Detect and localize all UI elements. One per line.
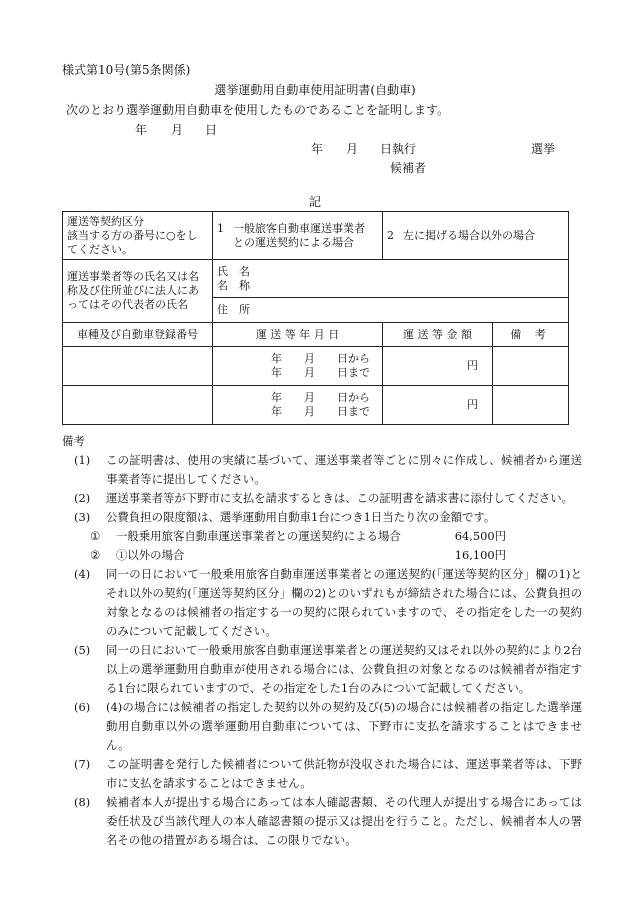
vehicle-cell[interactable]: [63, 347, 213, 386]
election-label: 選挙: [531, 142, 556, 156]
contract-option-1[interactable]: [213, 212, 383, 260]
date-cell[interactable]: [213, 347, 383, 386]
table-row: [63, 386, 569, 425]
date-month: 月: [171, 123, 184, 137]
option-2-number: 2: [387, 228, 394, 242]
operator-header: 運送事業者等の氏名又は名称及び住所並びに法人にあってはその代表者の氏名: [63, 260, 213, 323]
exec-day: 日執行: [380, 142, 417, 156]
certificate-table: [62, 211, 569, 425]
column-header-row: [63, 323, 569, 347]
note-item: (7) この証明書を発行した候補者について供託物が没収された場合には、運送事業者等は、下野市に支払を請求することはできません。: [74, 757, 582, 790]
note-item: (8) 候補者本人が提出する場合にあっては本人確認書類、その代理人が提出する場合にあっては委任状及び当該代理人の本人確認書類の提示又は提出を行うこと。ただし、候補者本人の署名その他の措置がある場合は、この限りでない。: [74, 795, 582, 847]
remarks-cell[interactable]: [493, 347, 569, 386]
amount-cell[interactable]: [383, 347, 493, 386]
contract-option-2[interactable]: [383, 212, 569, 260]
table-row: [63, 347, 569, 386]
operator-name-field[interactable]: 氏 名 名 称: [213, 260, 569, 298]
exec-month: 月: [346, 142, 359, 156]
col-date-header: 運 送 等 年 月 日: [213, 323, 383, 347]
note-item: (1) この証明書は、使用の実績に基づいて、運送事業者等ごとに別々に作成し、候補者から運送事業者等に提出してください。: [74, 453, 582, 486]
col-amount-header: 運 送 等 金 額: [383, 323, 493, 347]
date-from: 年 月 日から: [271, 391, 370, 404]
col-remarks-header: 備 考: [493, 323, 569, 347]
candidate-label: 候補者: [390, 161, 427, 175]
date-year: 年: [135, 123, 148, 137]
date-to: 年 月 日まで: [271, 405, 370, 418]
option-1-text: 一般旅客自動車運送事業者 との運送契約による場合: [233, 221, 365, 249]
note-item: (2) 運送事業者等が下野市に支払を請求するときは、この証明書を請求書に添付してください。: [74, 491, 574, 505]
exec-year: 年: [311, 142, 324, 156]
yen-unit: 円: [467, 398, 478, 411]
date-cell[interactable]: [213, 386, 383, 425]
operator-name-row: [63, 260, 569, 298]
date-to: 年 月 日まで: [271, 366, 370, 379]
remarks-cell[interactable]: [493, 386, 569, 425]
ki-label: 記: [309, 195, 322, 209]
note-item: (3) 公費負担の限度額は、選挙運動用自動車1台につき1日当たり次の金額です。: [74, 510, 496, 524]
amount-cell[interactable]: [383, 386, 493, 425]
notes-section: [62, 432, 582, 850]
form-number: 様式第10号(第5条関係): [62, 63, 191, 77]
contract-row: [63, 212, 569, 260]
note-item: (5) 同一の日において一般乗用旅客自動車運送事業者との運送契約又はそれ以外の契約により2台以上の選挙運動用自動車が使用される場合には、公費負担の対象となるのは候補者が指定する1台に限られていますので、その指定をした1台のみについて記載してください。: [74, 643, 582, 695]
limit-row-2: ② ①以外の場合 16,100円: [90, 548, 506, 562]
col-vehicle-header: 車種及び自動車登録番号: [63, 323, 213, 347]
note-item: (6) (4)の場合には候補者の指定した契約以外の契約及び(5)の場合には候補者の指定した選挙運動用自動車以外の選挙運動用自動車については、下野市に支払を請求することはできません。: [74, 700, 582, 752]
document-title: 選挙運動用自動車使用証明書(自動車): [214, 83, 416, 97]
certification-statement: 次のとおり選挙運動用自動車を使用したものであることを証明します。: [66, 103, 450, 117]
option-2-text: 左に掲げる場合以外の場合: [403, 228, 535, 242]
date-from: 年 月 日から: [271, 352, 370, 365]
yen-unit: 円: [467, 359, 478, 372]
date-day: 日: [205, 123, 218, 137]
notes-title: 備考: [62, 434, 85, 448]
limit-row-1: ① 一般乗用旅客自動車運送事業者との運送契約による場合 64,500円: [90, 529, 506, 543]
vehicle-cell[interactable]: [63, 386, 213, 425]
contract-type-header: 運送等契約区分 該当する方の番号に○をしてください。: [63, 212, 213, 260]
note-item: (4) 同一の日において一般乗用旅客自動車運送事業者との運送契約(「運送等契約区分」欄の1)とそれ以外の契約(「運送等契約区分」欄の2)とのいずれもが締結された場合には、公費負担の対象となるのは候補者の指定する一の契約に限られていますので、その指定をした一の契約のみについて記載してください。: [74, 567, 582, 638]
option-1-number: 1: [217, 221, 224, 235]
operator-address-field[interactable]: 住 所: [213, 298, 569, 323]
